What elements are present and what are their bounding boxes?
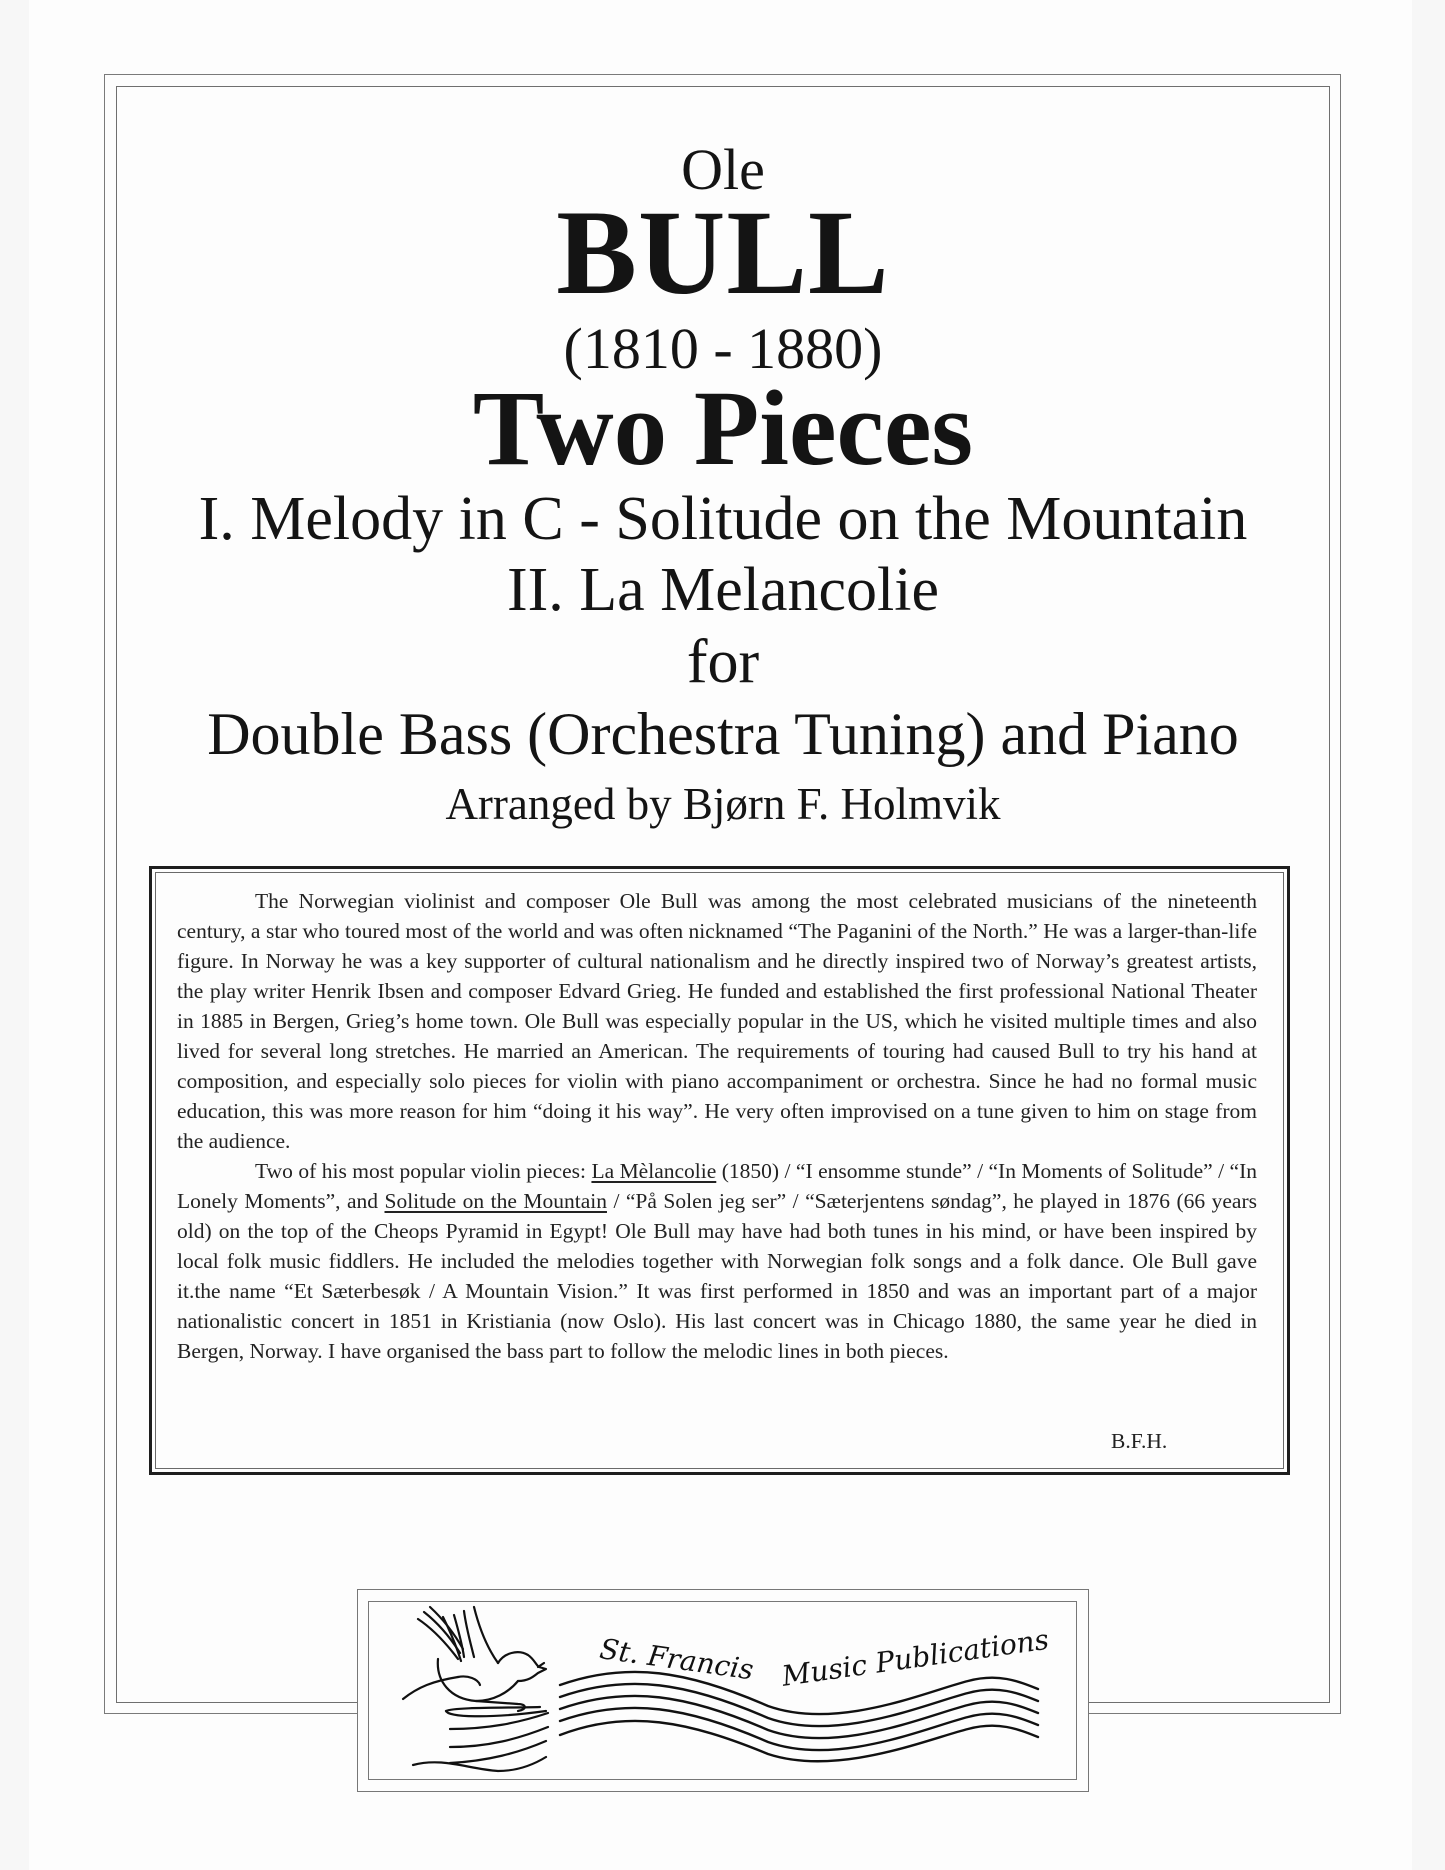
composer-dates: (1810 - 1880) (563, 316, 883, 381)
page-edge-shadow-right (1412, 0, 1445, 1870)
work-title: Two Pieces (472, 370, 974, 488)
notes-paragraph-2-text-c: / “På Solen jeg ser” / “Sæterjentens søndag”, he played in 1876 (66 years old) on the top of the Cheops Pyramid in Egypt! Ole Bull may have had both tunes in his mind, or have been inspired by local folk music fiddlers. He included the melodies together with Norwegian folk songs and a folk dance. Ole Bull gave it.the name “Et Sæterbesøk / A Mountain Vision.” It was first performed in 1850 and was an important part of a major nationalistic concert in 1851 in Kristiania (now Oslo). His last concert was in Chicago 1880, the same year he died in Bergen, Norway. I have organised the bass part to follow the melodic lines in both pieces. (177, 1189, 1257, 1363)
notes-paragraph-2-text-a: Two of his most popular violin pieces: (255, 1159, 592, 1183)
page-edge-shadow-left (0, 0, 29, 1870)
composer-last-name: BULL (556, 186, 890, 320)
program-notes (177, 886, 1257, 1366)
publisher-name-part-1: St. Francis (597, 1632, 756, 1687)
notes-paragraph-2-text-b: (1850) / “I ensomme stunde” / “In Moments of Solitude” / “In Lonely Moments”, and (177, 1159, 1257, 1213)
dove-on-hand-with-music-staff-icon (368, 1601, 1077, 1780)
underlined-title-solitude: Solitude on the Mountain (384, 1189, 607, 1213)
publisher-name-part-2: Music Publications (779, 1622, 1051, 1693)
movement-1-title: I. Melody in C - Solitude on the Mountain (198, 485, 1248, 553)
composer-first-name: Ole (681, 137, 765, 202)
underlined-title-la-melancolie: La Mèlancolie (591, 1159, 717, 1183)
notes-signature: B.F.H. (1111, 1429, 1168, 1453)
notes-paragraph-1: The Norwegian violinist and composer Ole Bull was among the most celebrated musicians of the nineteenth century, a star who toured most of the world and was often nicknamed “The Paganini of the North.” He was a larger-than-life figure. In Norway he was a key supporter of cultural nationalism and he directly inspired two of Norway’s greatest artists, the play writer Henrik Ibsen and composer Edvard Grieg. He funded and established the first professional National Theater in 1885 in Bergen, Grieg’s home town. Ole Bull was especially popular in the US, which he visited multiple times and also lived for several long stretches. He married an American. The requirements of touring had caused Bull to try his hand at composition, and especially solo pieces for violin with piano accompaniment or orchestra. Since he had no formal music education, this was more reason for him “doing it his way”. He very often improvised on a tune given to him on stage from the audience. (177, 889, 1257, 1153)
instrumentation: Double Bass (Orchestra Tuning) and Piano (207, 701, 1239, 767)
movement-2-title: II. La Melancolie (506, 556, 940, 624)
arranger-credit: Arranged by Bjørn F. Holmvik (445, 779, 1001, 829)
notes-paragraph-2 (177, 1156, 1257, 1366)
for-label: for (686, 628, 760, 696)
